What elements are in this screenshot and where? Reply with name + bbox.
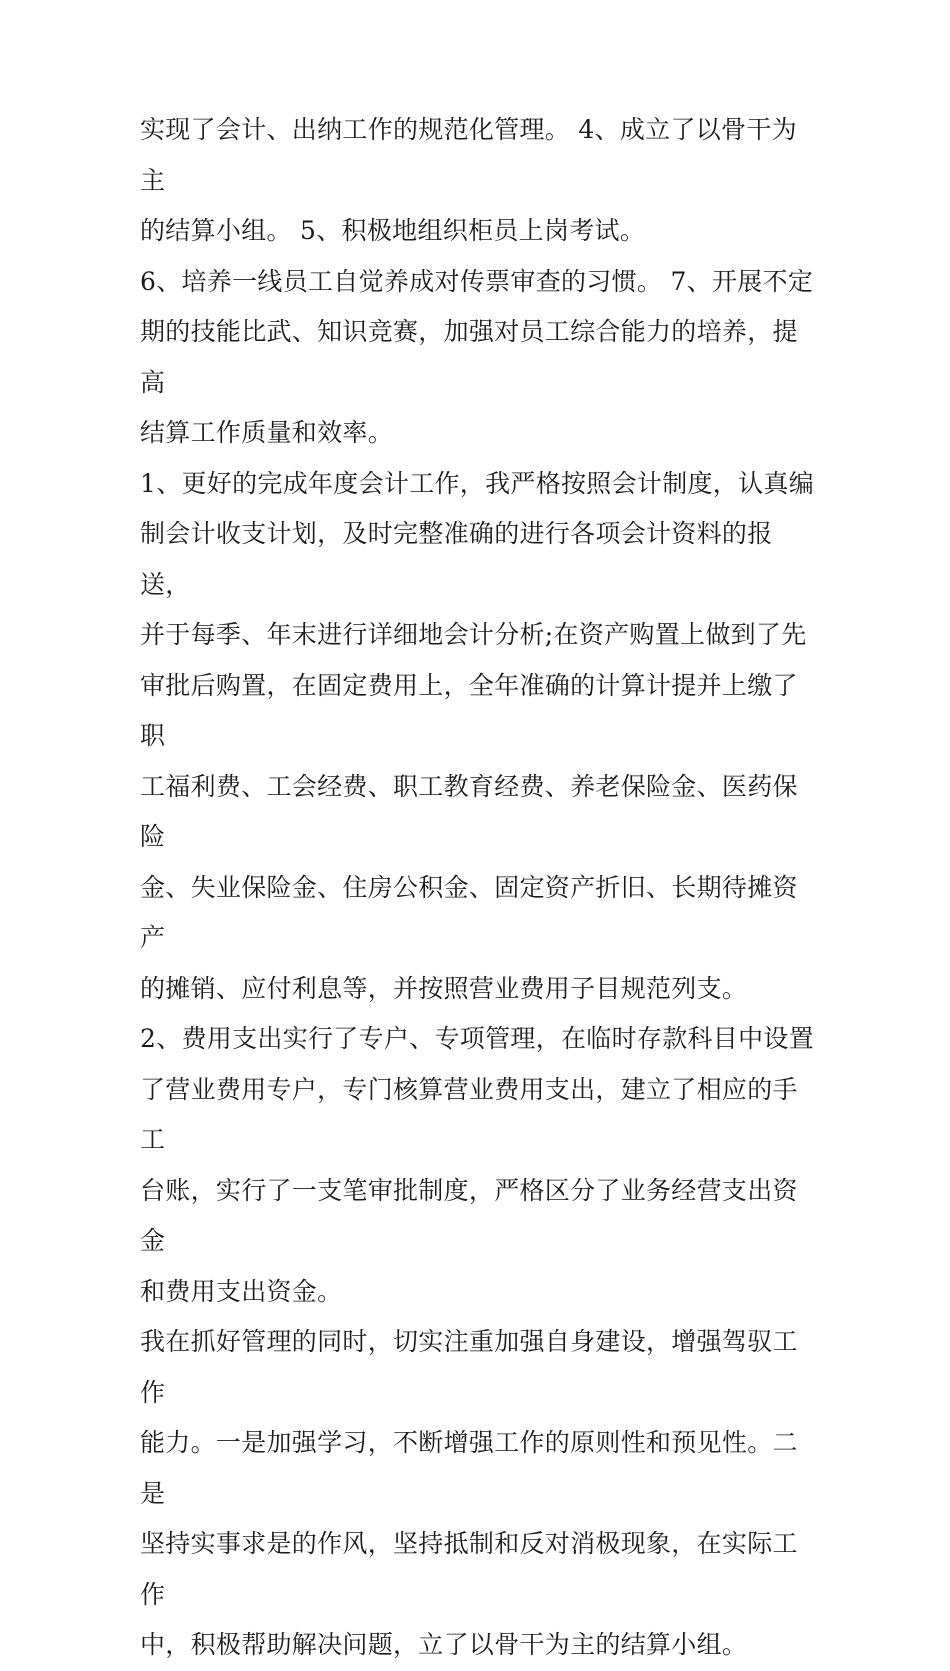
text-line: 我在抓好管理的同时，切实注重加强自身建设，增强驾驭工作 <box>140 1327 798 1407</box>
document-body <box>140 105 820 1671</box>
text-line: 实现了会计、出纳工作的规范化管理。 4、成立了以骨干为主 <box>140 115 797 195</box>
paragraph-1 <box>140 105 820 257</box>
text-line: 和费用支出资金。 <box>140 1276 343 1306</box>
text-line: 的摊销、应付利息等，并按照营业费用子目规范列支。 <box>140 973 748 1003</box>
text-line: 制会计收支计划，及时完整准确的进行各项会计资料的报送， <box>140 519 773 599</box>
text-line: 6、培养一线员工自觉养成对传票审查的习惯。 7、开展不定 <box>140 266 814 296</box>
text-line: 能力。一是加强学习，不断增强工作的原则性和预见性。二是 <box>140 1428 798 1508</box>
text-line: 了营业费用专户，专门核算营业费用支出，建立了相应的手工 <box>140 1074 798 1154</box>
text-line: 审批后购置，在固定费用上，全年准确的计算计提并上缴了职 <box>140 670 798 750</box>
text-line: 台账，实行了一支笔审批制度，严格区分了业务经营支出资金 <box>140 1175 798 1255</box>
text-line: 金、失业保险金、住房公积金、固定资产折旧、长期待摊资产 <box>140 872 798 952</box>
text-line: 期的技能比武、知识竞赛，加强对员工综合能力的培养，提高 <box>140 317 798 397</box>
text-line: 并于每季、年末进行详细地会计分析;在资产购置上做到了先 <box>140 620 807 649</box>
paragraph-4 <box>140 1014 820 1317</box>
text-line: 工福利费、工会经费、职工教育经费、养老保险金、医药保险 <box>140 771 798 851</box>
text-line: 结算工作质量和效率。 <box>140 418 394 447</box>
paragraph-5 <box>140 1317 820 1671</box>
text-line: 1、更好的完成年度会计工作，我严格按照会计制度，认真编 <box>140 468 815 498</box>
text-line: 2、费用支出实行了专户、专项管理，在临时存款科目中设置 <box>140 1024 815 1053</box>
paragraph-2 <box>140 257 820 459</box>
text-line: 的结算小组。 5、积极地组织柜员上岗考试。 <box>140 216 646 245</box>
text-line: 坚持实事求是的作风，坚持抵制和反对消极现象，在实际工作 <box>140 1529 798 1609</box>
paragraph-3 <box>140 459 820 1015</box>
text-line: 中，积极帮助解决问题，立了以骨干为主的结算小组。 <box>140 1630 748 1659</box>
